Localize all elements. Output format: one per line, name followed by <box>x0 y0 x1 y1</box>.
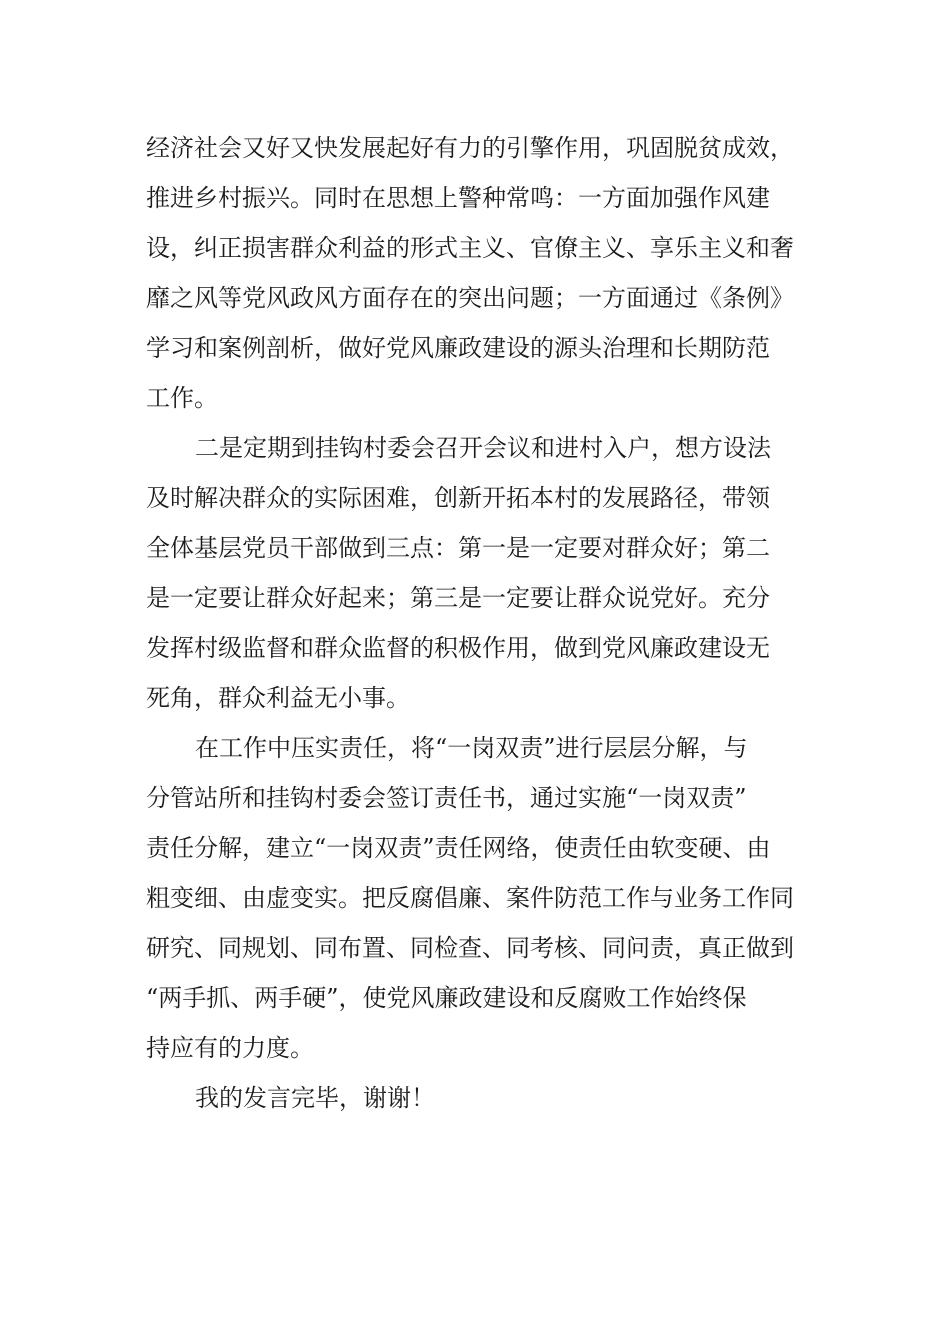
text-line: “两手抓、两手硬”，使党风廉政建设和反腐败工作始终保 <box>146 984 747 1012</box>
text-line: 持应有的力度。 <box>146 1034 314 1062</box>
text-line: 靡之风等党风政风方面存在的突出问题；一方面通过《条例》 <box>146 284 794 312</box>
text-line: 经济社会又好又快发展起好有力的引擎作用，巩固脱贫成效， <box>146 134 794 162</box>
text-line: 死角，群众利益无小事。 <box>146 684 410 712</box>
text-line: 发挥村级监督和群众监督的积极作用，做到党风廉政建设无 <box>146 634 770 662</box>
text-line: 研究、同规划、同布置、同检查、同考核、同问责，真正做到 <box>146 934 794 962</box>
paragraph-first-line: 在工作中压实责任，将“一岗双责”进行层层分解，与 <box>195 734 748 762</box>
text-line: 设，纠正损害群众利益的形式主义、官僚主义、享乐主义和奢 <box>146 234 794 262</box>
text-line: 粗变细、由虚变实。把反腐倡廉、案件防范工作与业务工作同 <box>146 884 794 912</box>
text-line: 是一定要让群众好起来；第三是一定要让群众说党好。充分 <box>146 584 770 612</box>
text-line: 责任分解，建立“一岗双责”责任网络，使责任由软变硬、由 <box>146 834 771 862</box>
paragraph-first-line: 二是定期到挂钩村委会召开会议和进村入户，想方设法 <box>195 434 771 462</box>
text-line: 学习和案例剖析，做好党风廉政建设的源头治理和长期防范 <box>146 334 770 362</box>
text-line: 全体基层党员干部做到三点：第一是一定要对群众好；第二 <box>146 534 770 562</box>
closing-line: 我的发言完毕，谢谢！ <box>195 1084 435 1112</box>
text-line: 工作。 <box>146 384 218 412</box>
text-line: 及时解决群众的实际困难，创新开拓本村的发展路径，带领 <box>146 484 770 512</box>
text-line: 推进乡村振兴。同时在思想上警种常鸣：一方面加强作风建 <box>146 184 770 212</box>
text-line: 分管站所和挂钩村委会签订责任书，通过实施“一岗双责” <box>146 784 747 812</box>
